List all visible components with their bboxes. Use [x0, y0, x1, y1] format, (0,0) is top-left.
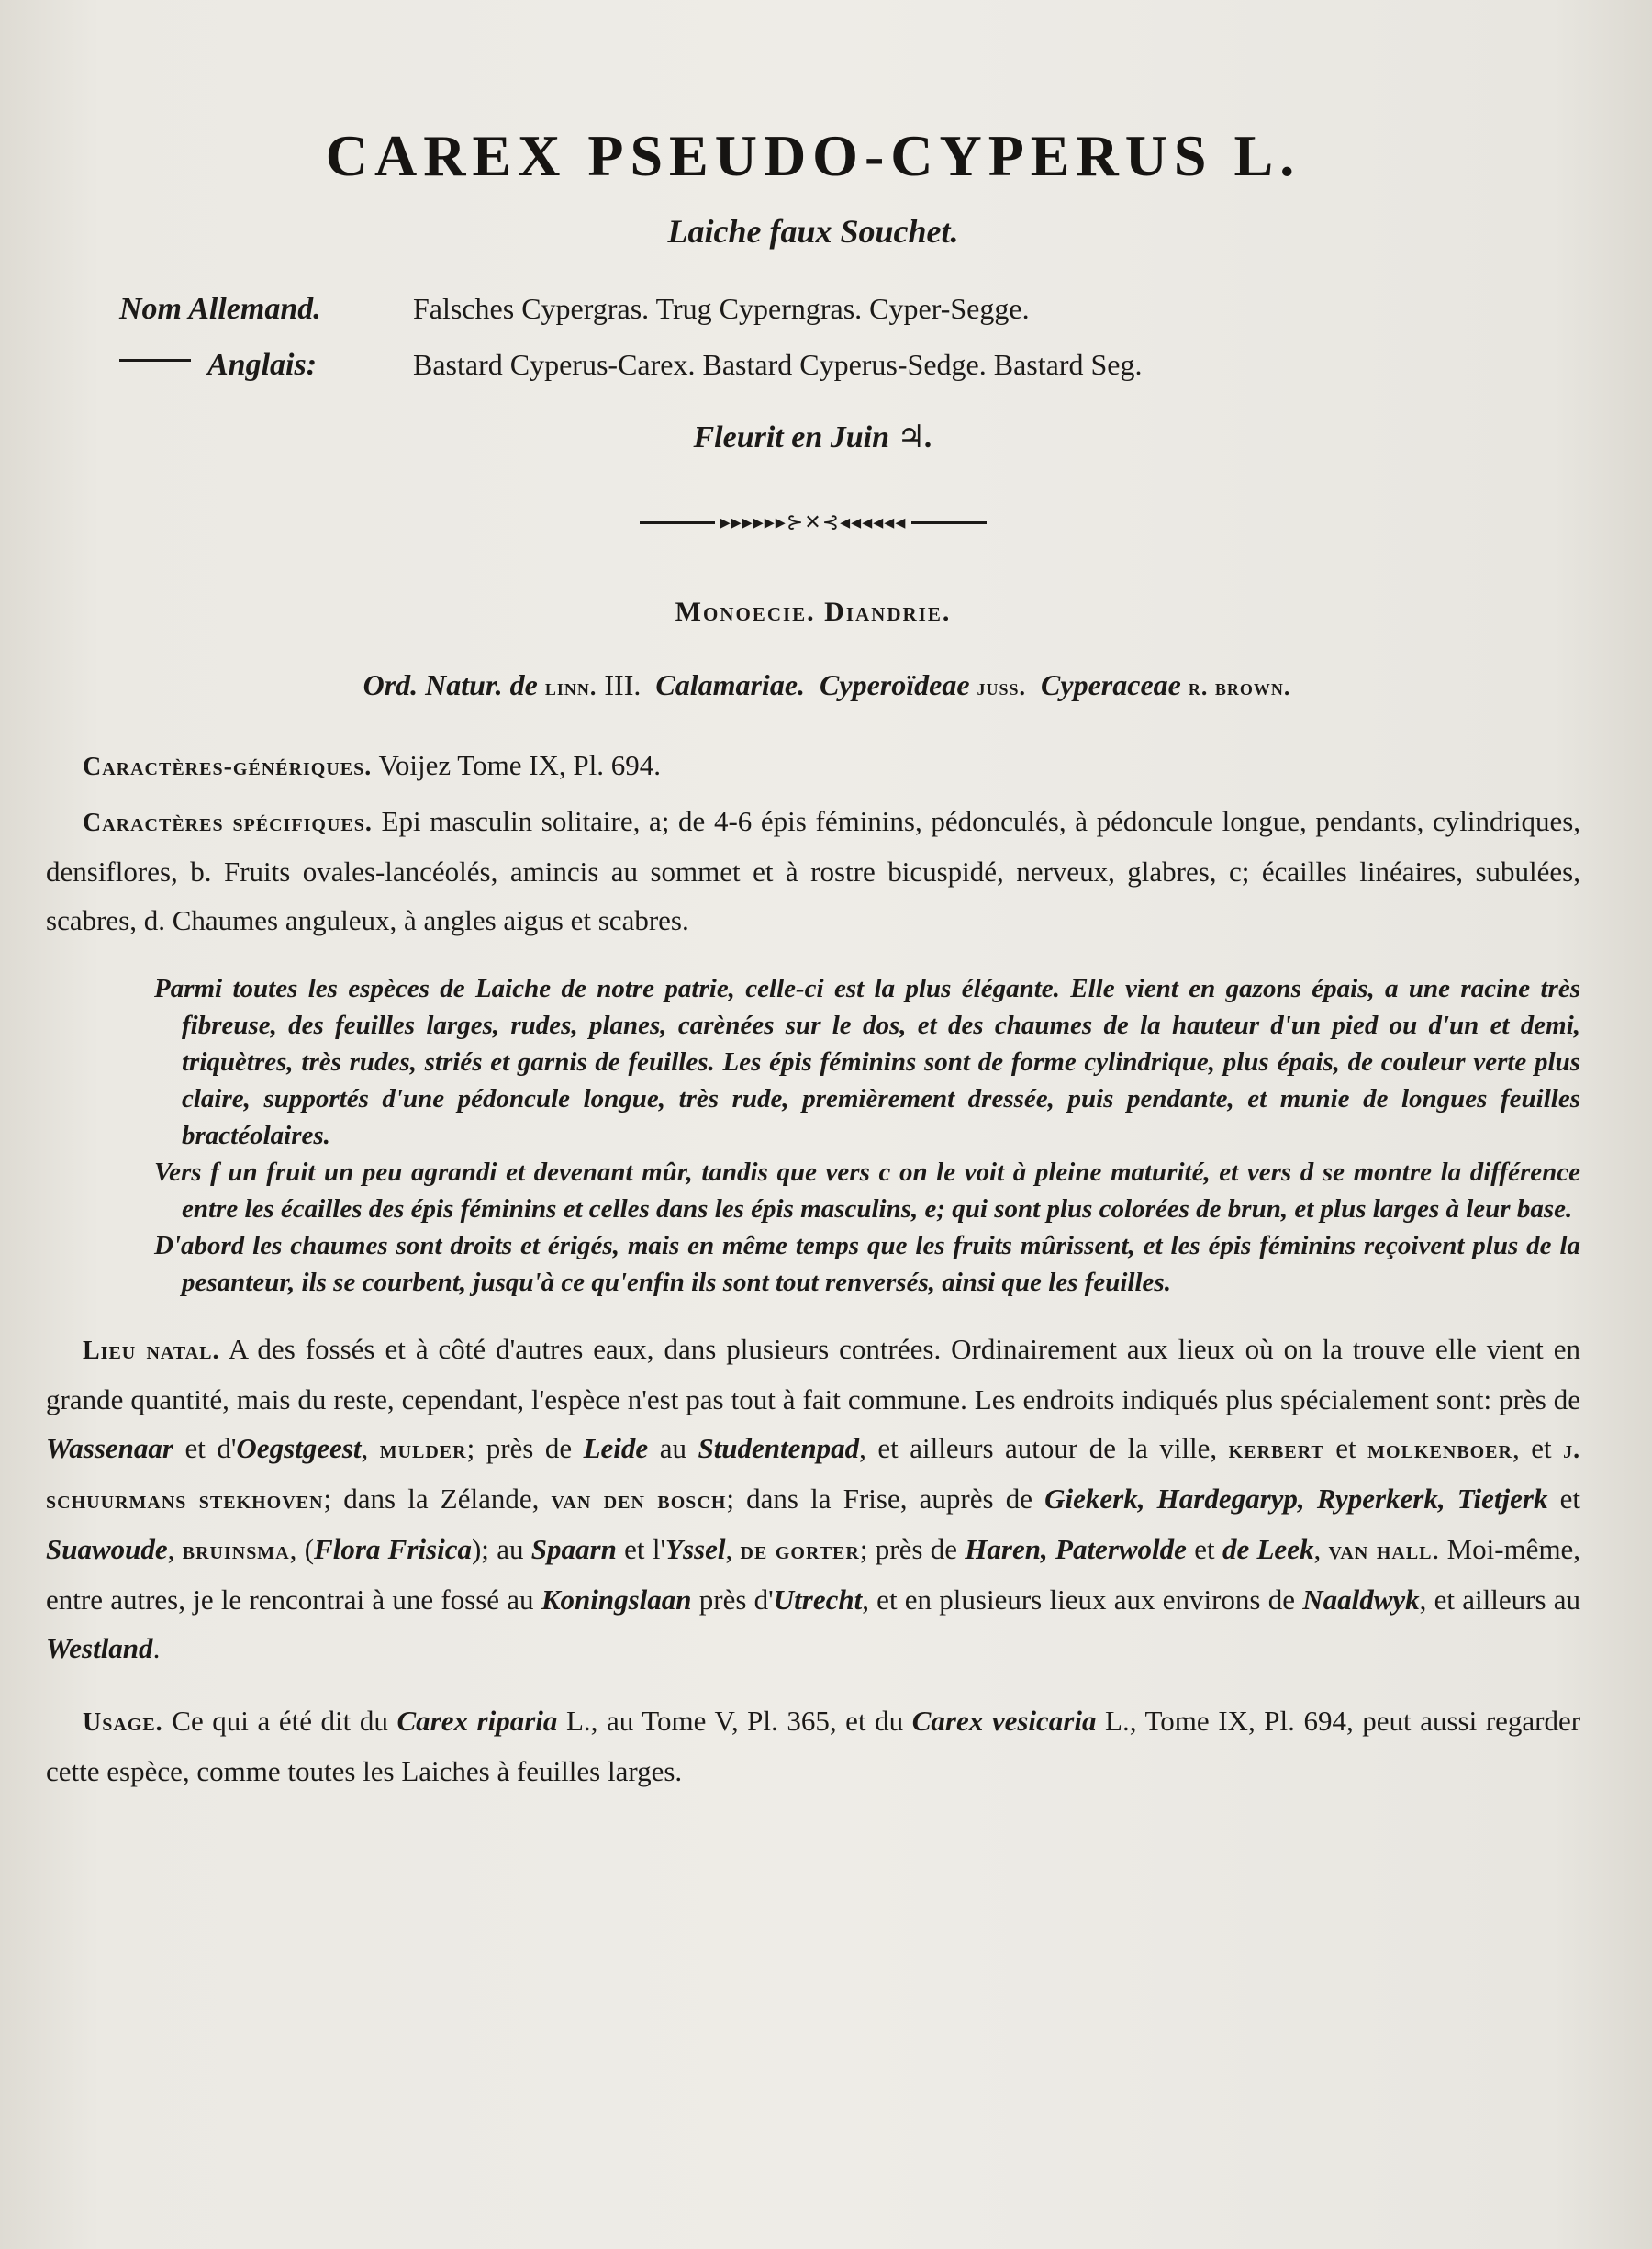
ornament-glyphs: ▸▸▸▸▸▸⊱✕⊰◂◂◂◂◂◂ [720, 510, 907, 533]
usage-section [46, 1696, 1580, 1796]
ornament-divider [46, 509, 1580, 536]
order-cyperoideae: Cyperoïdeae [820, 668, 970, 701]
place-name: Koningslaan [541, 1583, 692, 1616]
habitat-text: , et ailleurs au [1419, 1583, 1581, 1616]
place-name: Utrecht [773, 1583, 863, 1616]
order-number: III. [604, 668, 642, 701]
english-name-value: Bastard Cyperus-Carex. Bastard Cyperus-Sedge. Bastard Seg. [413, 348, 1143, 381]
author-name: mulder [379, 1436, 467, 1464]
author-name: bruinsma [182, 1537, 290, 1565]
order-calamariae: Calamariae. [655, 668, 806, 701]
description-paragraph: Parmi toutes les espèces de Laiche de notre patrie, celle-ci est la plus élégante. Elle vient en gazons épais, a une racine très fibreuse, des feuilles larges, rudes, planes, carènées sur le dos, et des chaumes de la hauteur d'un pied ou d'un et demi, triquètres, très rudes, striés et garnis de feuilles. Les épis féminins sont de forme cylindrique, plus épais, de couleur verte plus claire, supportés d'une pédoncule longue, très rude, premièrement dressée, puis pendante, et munie de longues feuilles bractéolaires. [154, 974, 1580, 1150]
place-name: Studentenpad [698, 1432, 860, 1464]
habitat-text: ; près de [466, 1432, 573, 1464]
specific-label: Caractères spécifiques. [83, 809, 373, 837]
usage-text: Ce qui a été dit du [172, 1705, 388, 1737]
french-name: Laiche faux Souchet. [667, 213, 959, 250]
place-name: Westland [46, 1632, 153, 1664]
species-name: Carex vesicaria [911, 1705, 1097, 1737]
ornament-right-rule [911, 521, 987, 524]
habitat-text: , [167, 1533, 175, 1565]
page-title: CAREX PSEUDO-CYPERUS L. [325, 123, 1301, 188]
habitat-text: et l' [624, 1533, 666, 1565]
habitat-section [46, 1325, 1580, 1673]
place-name: Yssel [665, 1533, 726, 1565]
author-juss: juss. [977, 674, 1027, 700]
place-name: de Leek [1222, 1533, 1314, 1565]
flowering-time: Fleurit en Juin ♃. [693, 420, 933, 454]
place-name: Haren, Paterwolde [965, 1533, 1187, 1565]
place-name: Naaldwyk [1302, 1583, 1420, 1616]
german-name-row [119, 281, 1580, 337]
author-linn: linn. [544, 674, 597, 700]
place-name: Suawoude [46, 1533, 168, 1565]
english-name-label-wrap [119, 338, 413, 393]
author-name: van den bosch [551, 1486, 727, 1515]
habitat-text: A des fossés et à côté d'autres eaux, dans plusieurs contrées. Ordinairement aux lieux où on la trouve elle vient en grande quantité, mais du reste, cependant, l'espèce n'est pas tout à fait commune. Les endroits indiqués plus spécialement sont: près de [46, 1333, 1580, 1415]
german-name-label: Nom Allemand. [119, 292, 321, 326]
habitat-text: , et ailleurs autour de la ville, [859, 1432, 1218, 1464]
description-paragraph: D'abord les chaumes sont droits et érigés, mais en même temps que les fruits mûrissent, et les épis féminins reçoivent plus de la pesanteur, ils se courbent, jusqu'à ce qu'enfin ils sont tout renversés, ainsi que les feuilles. [154, 1231, 1580, 1297]
order-label: Ord. Natur. de [363, 668, 538, 701]
habitat-text: et [1559, 1483, 1581, 1515]
author-name: kerbert [1228, 1436, 1324, 1464]
species-name: Carex riparia [396, 1705, 558, 1737]
habitat-text: . Moi-même, entre autres, je le rencontrai à une fossé au [46, 1533, 1581, 1616]
habitat-text: ; près de [859, 1533, 957, 1565]
place-name: Oegstgeest [236, 1432, 362, 1464]
natural-order [46, 663, 1580, 710]
ornament-left-rule [640, 521, 715, 524]
generic-label: Caractères-génériques. [83, 753, 373, 781]
usage-text: L., Tome IX, Pl. 694, peut aussi regarder cette espèce, comme toutes les Laiches à feuilles larges. [46, 1705, 1581, 1787]
author-brown: r. brown. [1188, 674, 1291, 700]
generic-text: Voijez Tome IX, Pl. 694. [378, 749, 662, 781]
place-name: Spaarn [530, 1533, 617, 1565]
generic-characters [46, 741, 1580, 791]
english-name-row [119, 337, 1580, 393]
work-title: Flora Frisica [314, 1533, 472, 1565]
usage-label: Usage. [83, 1708, 163, 1737]
habitat-text: ; dans la Frise, auprès de [726, 1483, 1032, 1515]
habitat-label: Lieu natal. [83, 1337, 220, 1365]
author-name: j. schuurmans stekhoven [46, 1436, 1581, 1515]
habitat-text: ; dans la Zélande, [323, 1483, 540, 1515]
specific-text: Epi masculin solitaire, a; de 4-6 épis féminins, pédonculés, à pédoncule longue, pendants, cylindriques, densiflores, b. Fruits ovales-lancéolés, amincis au sommet et à rostre bicuspidé, nerveux, glabres, c; écailles linéaires, subulées, scabres, d. Chaumes anguleux, à angles aigus et scabres. [46, 805, 1581, 936]
habitat-text: , [725, 1533, 733, 1565]
habitat-text: , et en plusieurs lieux aux environs de [862, 1583, 1295, 1616]
place-name: Giekerk, Hardegaryp, Ryperkerk, Tietjerk [1044, 1483, 1548, 1515]
habitat-text: au [659, 1432, 686, 1464]
ditto-dash [119, 359, 191, 362]
linnaean-class: Monoecie. Diandrie. [675, 597, 952, 627]
order-cyperaceae: Cyperaceae [1041, 668, 1181, 701]
habitat-text: , ( [289, 1533, 315, 1565]
german-name-value: Falsches Cypergras. Trug Cyperngras. Cyper-Segge. [413, 292, 1030, 325]
place-name: Wassenaar [46, 1432, 173, 1464]
habitat-text: et [1335, 1432, 1356, 1464]
author-name: de gorter [740, 1537, 860, 1565]
place-name: Leide [583, 1432, 649, 1464]
common-names [119, 281, 1580, 393]
description-paragraph: Vers f un fruit un peu agrandi et devenant mûr, tandis que vers c on le voit à pleine maturité, et vers d se montre la différence entre les écailles des épis féminins et celles dans les épis masculins, e; qui sont plus colorées de brun, et plus larges à leur base. [154, 1158, 1580, 1224]
usage-text: L., au Tome V, Pl. 365, et du [565, 1705, 904, 1737]
habitat-text: , [361, 1432, 369, 1464]
habitat-text: près d' [698, 1583, 774, 1616]
habitat-text: , [1313, 1533, 1322, 1565]
habitat-text: , et [1512, 1432, 1552, 1464]
specific-characters [46, 797, 1580, 945]
habitat-text: et d' [184, 1432, 237, 1464]
habitat-text: et [1194, 1533, 1215, 1565]
habitat-text: . [152, 1632, 161, 1664]
author-name: molkenboer [1367, 1436, 1512, 1464]
author-name: van hall [1328, 1537, 1433, 1565]
habitat-text: ); au [471, 1533, 524, 1565]
english-name-label: Anglais: [207, 348, 318, 382]
